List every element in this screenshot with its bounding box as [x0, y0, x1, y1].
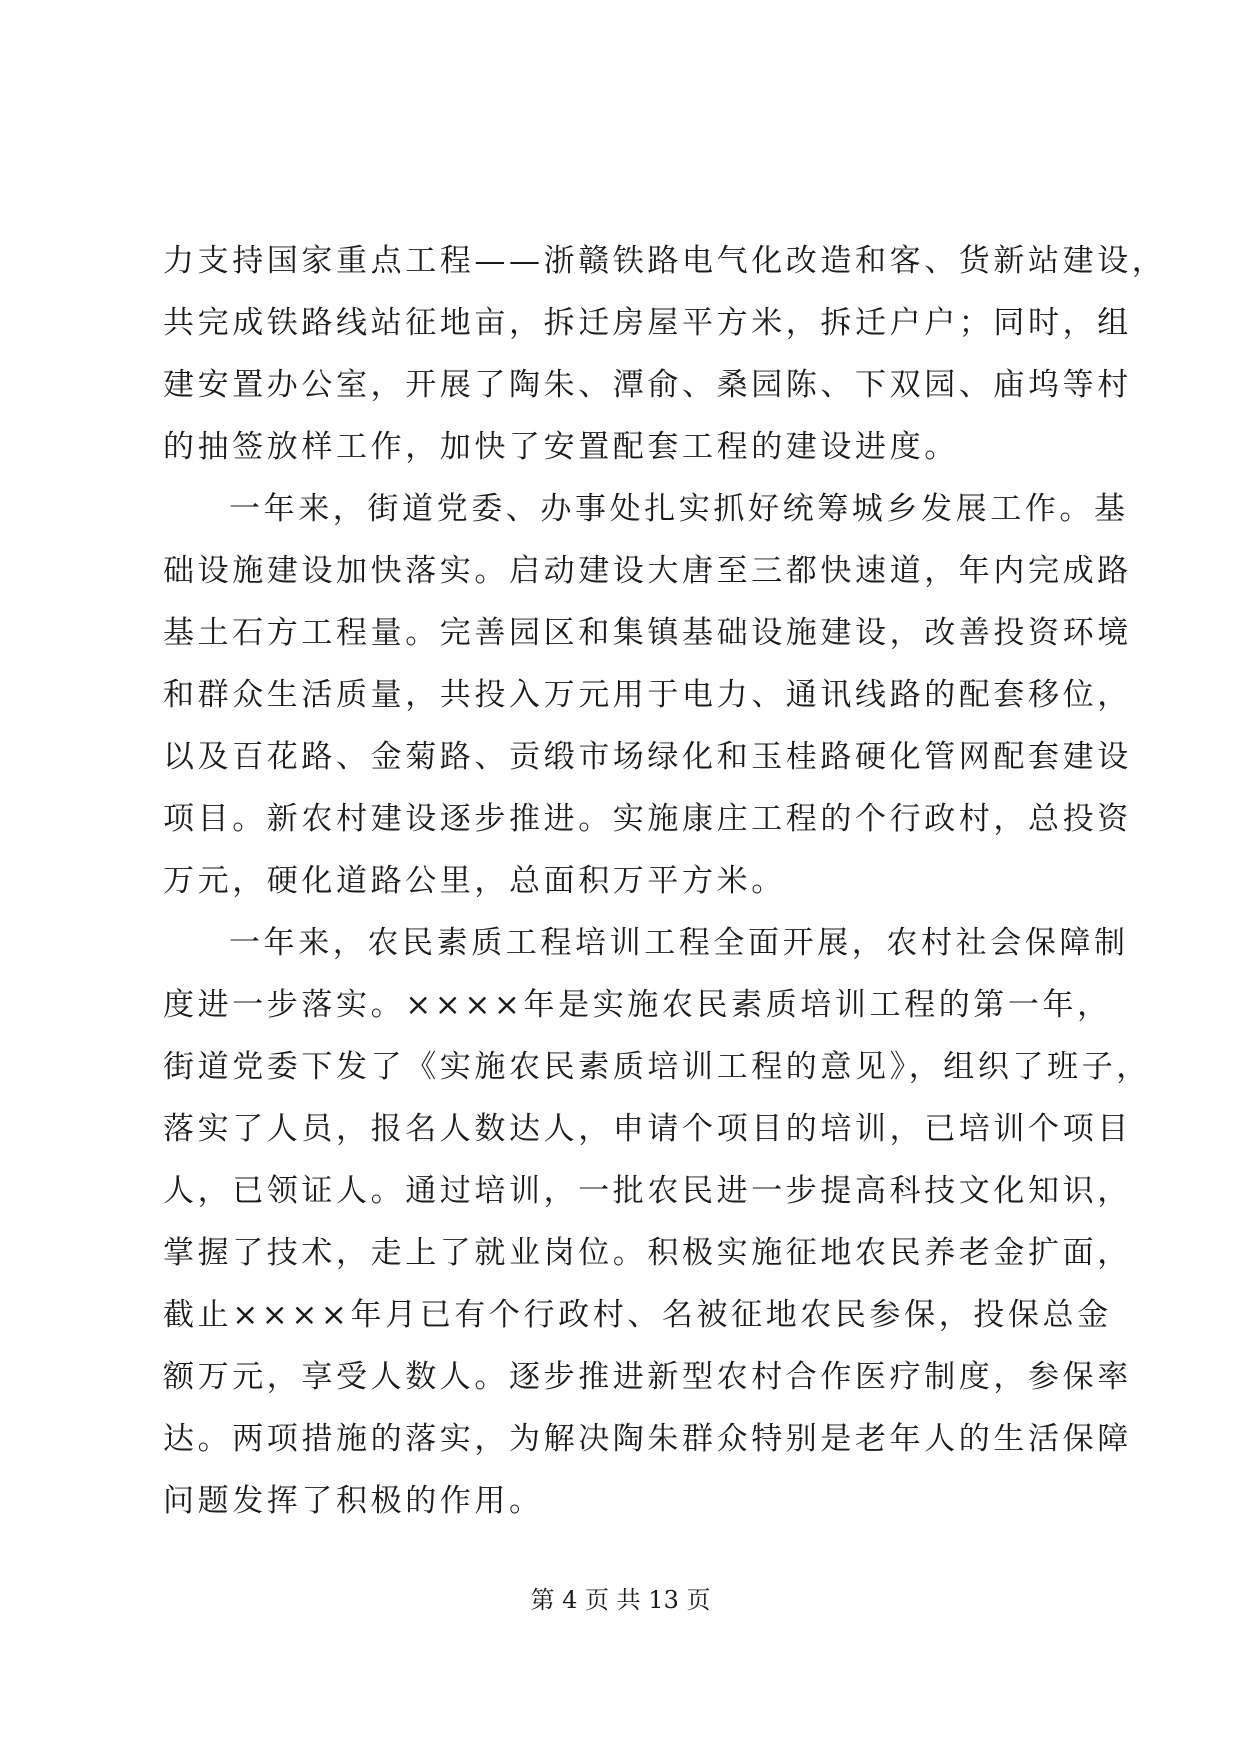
paragraph-1 — [163, 230, 1167, 478]
text-line: 一年来，农民素质工程培训工程全面开展，农村社会保障制 — [229, 925, 1129, 961]
text-line: 街道党委下发了《实施农民素质培训工程的意见》，组织了班子， — [163, 1049, 1151, 1085]
text-line: 额万元，享受人数人。逐步推进新型农村合作医疗制度，参保率 — [163, 1359, 1132, 1395]
text-line: 一年来，街道党委、办事处扎实抓好统筹城乡发展工作。基 — [229, 491, 1129, 527]
text-line: 和群众生活质量，共投入万元用于电力、通讯线路的配套移位， — [163, 677, 1132, 713]
text-line: 项目。新农村建设逐步推进。实施康庄工程的个行政村，总投资 — [163, 801, 1132, 837]
text-line: 万元，硬化道路公里，总面积万平方米。 — [163, 863, 786, 899]
text-line: 截止××××年月已有个行政村、名被征地农民参保，投保总金 — [163, 1297, 1112, 1333]
text-line: 以及百花路、金菊路、贡缎市场绿化和玉桂路硬化管网配套建设 — [163, 739, 1132, 775]
text-line: 掌握了技术，走上了就业岗位。积极实施征地农民养老金扩面， — [163, 1235, 1132, 1271]
text-line: 的抽签放样工作，加快了安置配套工程的建设进度。 — [163, 429, 959, 465]
text-line: 人，已领证人。通过培训，一批农民进一步提高科技文化知识， — [163, 1173, 1132, 1209]
page-number-footer: 第 4 页 共 13 页 — [530, 1586, 711, 1614]
paragraph-3 — [163, 912, 1151, 1532]
text-line: 力支持国家重点工程——浙赣铁路电气化改造和客、货新站建设， — [163, 243, 1167, 279]
document-body — [163, 230, 1167, 1532]
text-line: 落实了人员，报名人数达人，申请个项目的培训，已培训个项目 — [163, 1111, 1132, 1147]
text-line: 础设施建设加快落实。启动建设大唐至三都快速道，年内完成路 — [163, 553, 1132, 589]
paragraph-2 — [163, 478, 1132, 912]
text-line: 共完成铁路线站征地亩，拆迁房屋平方米，拆迁户户；同时，组 — [163, 305, 1132, 341]
text-line: 达。两项措施的落实，为解决陶朱群众特别是老年人的生活保障 — [163, 1421, 1132, 1457]
text-line: 问题发挥了积极的作用。 — [163, 1483, 544, 1519]
text-line: 度进一步落实。××××年是实施农民素质培训工程的第一年， — [163, 987, 1112, 1023]
text-line: 基土石方工程量。完善园区和集镇基础设施建设，改善投资环境 — [163, 615, 1132, 651]
text-line: 建安置办公室，开展了陶朱、潭俞、桑园陈、下双园、庙坞等村 — [163, 367, 1132, 403]
